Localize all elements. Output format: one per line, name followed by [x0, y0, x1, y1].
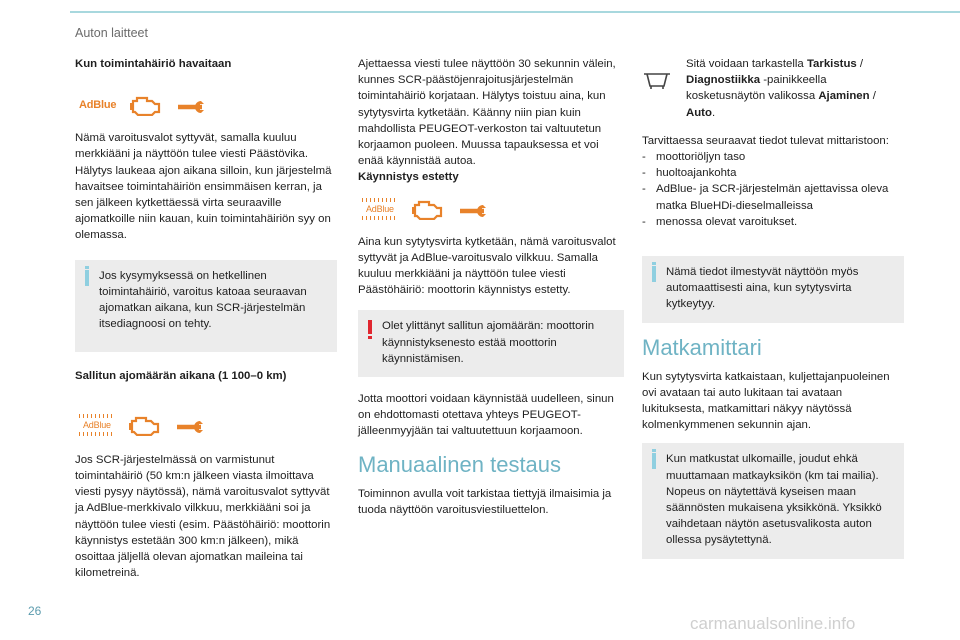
- heading-manual-test: Manuaalinen testaus: [358, 451, 562, 477]
- info-list: [642, 149, 904, 230]
- paragraph-manual-test: Toiminnon avulla voit tarkistaa tiettyjä ilmaisimia ja tuoda näyttöön varoitusviestiluettelon.: [358, 487, 612, 516]
- engine-warning-icon: [412, 198, 444, 220]
- list-item: - AdBlue- ja SCR-järjestelmän ajettavissa oleva matka BlueHDi-dieselmalleissa: [642, 181, 904, 213]
- paragraph-instrument-info: Tarvittaessa seuraavat tiedot tulevat mittaristoon:: [642, 134, 889, 147]
- info-mark-icon: [652, 266, 656, 282]
- car-dashboard-icon: [642, 70, 672, 90]
- list-item: - huoltoajankohta: [642, 165, 904, 181]
- column-1: [75, 50, 337, 581]
- watermark: carmanualsonline.info: [690, 614, 856, 633]
- page-header: [0, 0, 960, 24]
- page-number: 26: [28, 604, 42, 618]
- list-item: - menossa olevat varoitukset.: [642, 214, 904, 230]
- menu-driving: Ajaminen: [818, 90, 870, 103]
- engine-warning-icon: [129, 414, 161, 436]
- heading-start-prevented: Käynnistys estetty: [358, 171, 459, 184]
- intro-sep: /: [856, 58, 864, 70]
- warning-box-immobiliser: [358, 310, 624, 377]
- paragraph-where-to-view: [686, 56, 891, 121]
- heading-odometer: Matkamittari: [642, 334, 762, 360]
- info-mark-icon: [652, 453, 656, 469]
- wrench-icon: [176, 96, 212, 114]
- info-box-temporary-fault: [75, 260, 337, 352]
- intro-end: .: [711, 106, 716, 119]
- wrench-icon: [458, 200, 494, 218]
- info-text-temporary: Jos kysymyksessä on hetkellinen toimintahäiriö, varoitus katoaa seuraavan ajomatkan aikana, kun SCR-järjestelmän itsediagnoosi on tehty.: [99, 269, 307, 331]
- column-2: [358, 50, 624, 518]
- wrench-icon: [175, 416, 211, 434]
- warning-icons-row: [75, 90, 337, 120]
- paragraph-fault: Nämä varoitusvalot syttyvät, samalla kuuluu merkkiääni ja näyttöön tulee viesti Päästövika. Hälytys laukeaa ajon aikana silloin, kun järjestelmä havaitsee toimintahäiriön ensimmäisen kerran, ja sen jälkeen kytkettäessä virta seuraaville ajomatkoille niin kauan, kuin toimintahäiriön syy on olemassa.: [75, 132, 332, 242]
- engine-warning-icon: [130, 94, 162, 116]
- warning-text: Olet ylittänyt sallitun ajomäärän: moottorin käynnistyksenesto estää moottorin käynnistämisen.: [382, 320, 595, 365]
- section-title: Auton laitteet: [75, 26, 148, 40]
- adblue-flashing-icon: AdBlue: [79, 414, 115, 436]
- list-item: - moottoriöljyn taso: [642, 149, 904, 165]
- adblue-icon: AdBlue: [79, 99, 117, 112]
- column-3: [642, 50, 904, 559]
- heading-allowed-distance: Sallitun ajomäärän aikana (1 100–0 km): [75, 369, 287, 382]
- paragraph-scr-fault: Jos SCR-järjestelmässä on varmistunut toimintahäiriö (50 km:n jälkeen viasta ilmoittava viesti pysyy näytössä), nämä varoitusvalot syttyvät ja AdBlue-merkkivalo vilkkuu, merkkiääni soi ja näyttöön tulee viesti (esim. Päästöhäiriö: moottorin käynnistys estetään 300 km:n jälkeen), mikä osoittaa jäljellä olevan ajomatkan maileina tai kilometreinä.: [75, 453, 331, 580]
- paragraph-message-interval: Ajettaessa viesti tulee näyttöön 30 sekunnin välein, kunnes SCR-päästöjenrajoitusjärjestelmän toimintahäiriö korjataan. Hälytys toistuu aina, kun sytytysvirta kytketään. Käänny niin pian kuin mahdollista PEUGEOT-verkoston tai valtuutetun korjaamon puoleen. Muussa tapauksessa et voi enää käynnistää autoa.: [358, 58, 616, 168]
- info-box-units: [642, 443, 904, 558]
- paragraph-restart: Jotta moottori voidaan käynnistää uudelleen, sinun on ehdottomasti otettava yhteys PEUGEOT-jälleenmyyjään tai valtuutettuun korjaamoon.: [358, 393, 614, 438]
- dashboard-info-row: [642, 56, 904, 121]
- info-text-automatic: Nämä tiedot ilmestyvät näyttöön myös automaattisesti aina, kun sytytysvirta kytkeytyy.: [666, 266, 859, 311]
- info-mark-icon: [85, 270, 89, 286]
- menu-check: Tarkistus: [806, 58, 857, 70]
- paragraph-odometer: Kun sytytysvirta katkaistaan, kuljettajanpuoleinen ovi avataan tai auto lukitaan tai avataan lukituksesta, matkamittari näkyy näytössä kolmenkymmenen sekunnin ajan.: [642, 370, 890, 432]
- intro-sep-2: /: [869, 90, 876, 103]
- intro-prefix: Sitä voidaan tarkastella: [686, 58, 807, 70]
- heading-fault-detected: Kun toimintahäiriö havaitaan: [75, 58, 232, 70]
- info-text-units: Kun matkustat ulkomaille, joudut ehkä muuttamaan matkayksikön (km tai mailia). Nopeus on näytettävä kyseisen maan säännösten mukaisena yksikkönä. Yksikkö vaihdetaan näytön asetusvalikosta auton ollessa pysäytettynä.: [666, 453, 882, 547]
- paragraph-start-prevented: Aina kun sytytysvirta kytketään, nämä varoitusvalot syttyvät ja AdBlue-varoitusvalo vilkkuu. Samalla kuuluu merkkiääni ja näyttöön tulee viesti Päästöhäiriö: moottorin käynnistys estetty.: [358, 235, 616, 297]
- warning-icons-row-3: [358, 194, 624, 224]
- header-rule: [70, 11, 960, 13]
- adblue-flashing-icon: AdBlue: [362, 198, 398, 220]
- warning-icons-row-2: [75, 410, 337, 440]
- menu-auto: Auto: [686, 106, 712, 119]
- warning-mark-icon: [368, 320, 372, 334]
- menu-diagnostics: Diagnostiikka: [686, 74, 761, 87]
- info-box-automatic-display: [642, 256, 904, 323]
- intro-mid: -painikkeella kosketusnäytön valikossa: [686, 74, 827, 103]
